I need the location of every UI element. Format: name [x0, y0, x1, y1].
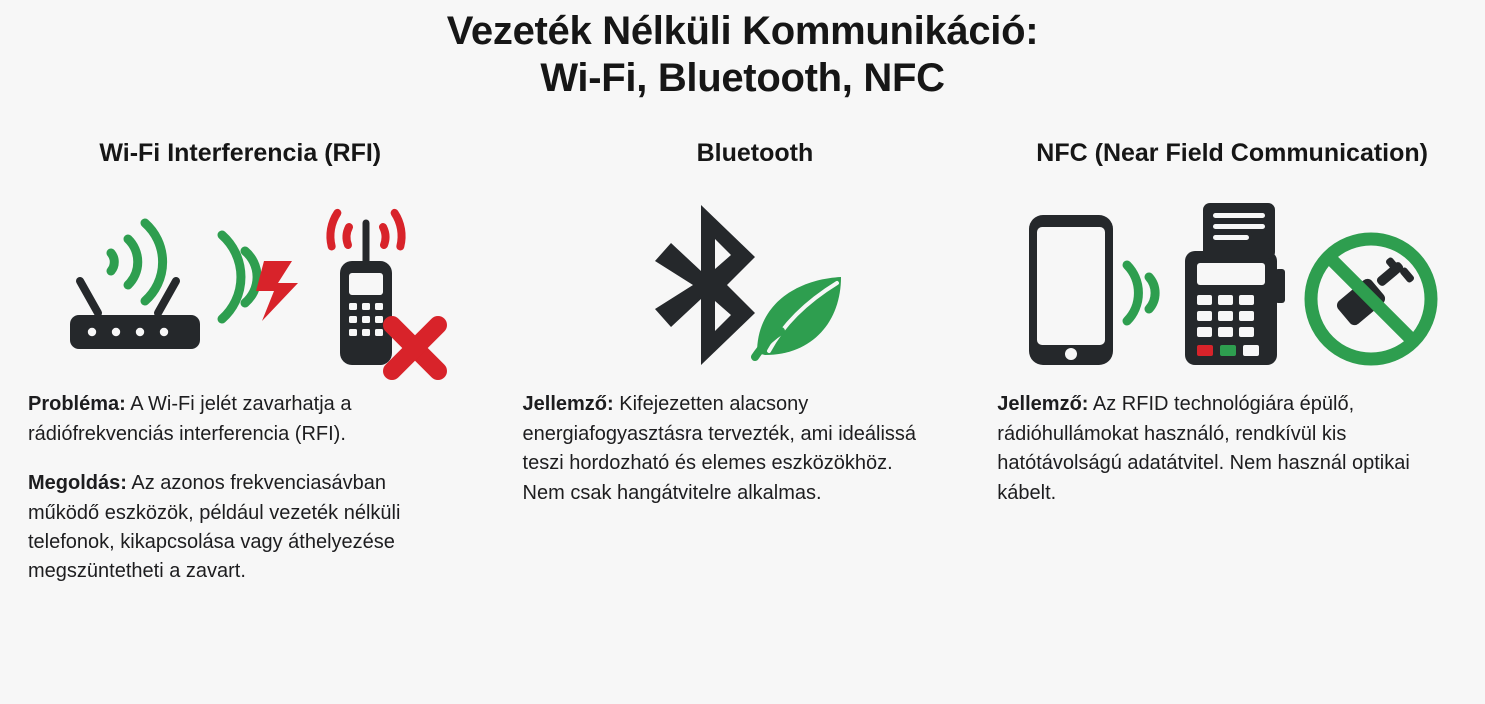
column-bluetooth-heading: Bluetooth [696, 139, 814, 168]
column-bluetooth [513, 138, 988, 508]
bluetooth-leaf-icon [523, 190, 988, 390]
column-bluetooth-body [523, 390, 988, 508]
paragraph-text: Az RFID technológiára épülő, rádióhullámokat használó, rendkívül kis hatótávolságú adatátvitel. Nem használ optikai kábelt. [997, 393, 1410, 504]
column-nfc-heading: NFC (Near Field Communication) [1036, 139, 1428, 168]
columns-container [18, 138, 1467, 586]
column-nfc-body [997, 390, 1467, 508]
paragraph-text: Kifejezetten alacsony energiafogyasztásra tervezték, ami ideálissá teszi hordozható és elemes eszközökhöz. Nem csak hangátvitelre alkalmas. [522, 393, 917, 504]
paragraph-text: Az azonos frekvenciasávban működő eszközök, például vezeték nélküli telefonok, kikapcsolása vagy áthelyezése megszüntetheti a zavart. [28, 472, 401, 583]
column-bluetooth-paragraph [523, 390, 933, 508]
column-wifi-paragraph-problem [28, 390, 453, 449]
nfc-phone-terminal-icon [997, 190, 1467, 390]
page-title [18, 0, 1467, 102]
column-wifi-body [28, 390, 513, 586]
page-title-line-2: Wi-Fi, Bluetooth, NFC [540, 56, 945, 101]
paragraph-lead: Megoldás: [28, 472, 127, 495]
paragraph-lead: Jellemző: [522, 393, 614, 416]
paragraph-lead: Jellemző: [997, 393, 1089, 416]
column-wifi-paragraph-solution [28, 469, 453, 587]
paragraph-text: A Wi-Fi jelét zavarhatja a rádiófrekvenciás interferencia (RFI). [28, 393, 352, 445]
column-nfc-paragraph [997, 390, 1457, 508]
column-wifi-interference [18, 138, 513, 586]
column-wifi-heading: Wi-Fi Interferencia (RFI) [99, 139, 382, 168]
page-title-line-1: Vezeték Nélküli Kommunikáció: [446, 9, 1039, 53]
column-nfc [987, 138, 1467, 508]
paragraph-lead: Probléma: [28, 393, 126, 416]
wifi-router-interference-icon [28, 190, 513, 390]
